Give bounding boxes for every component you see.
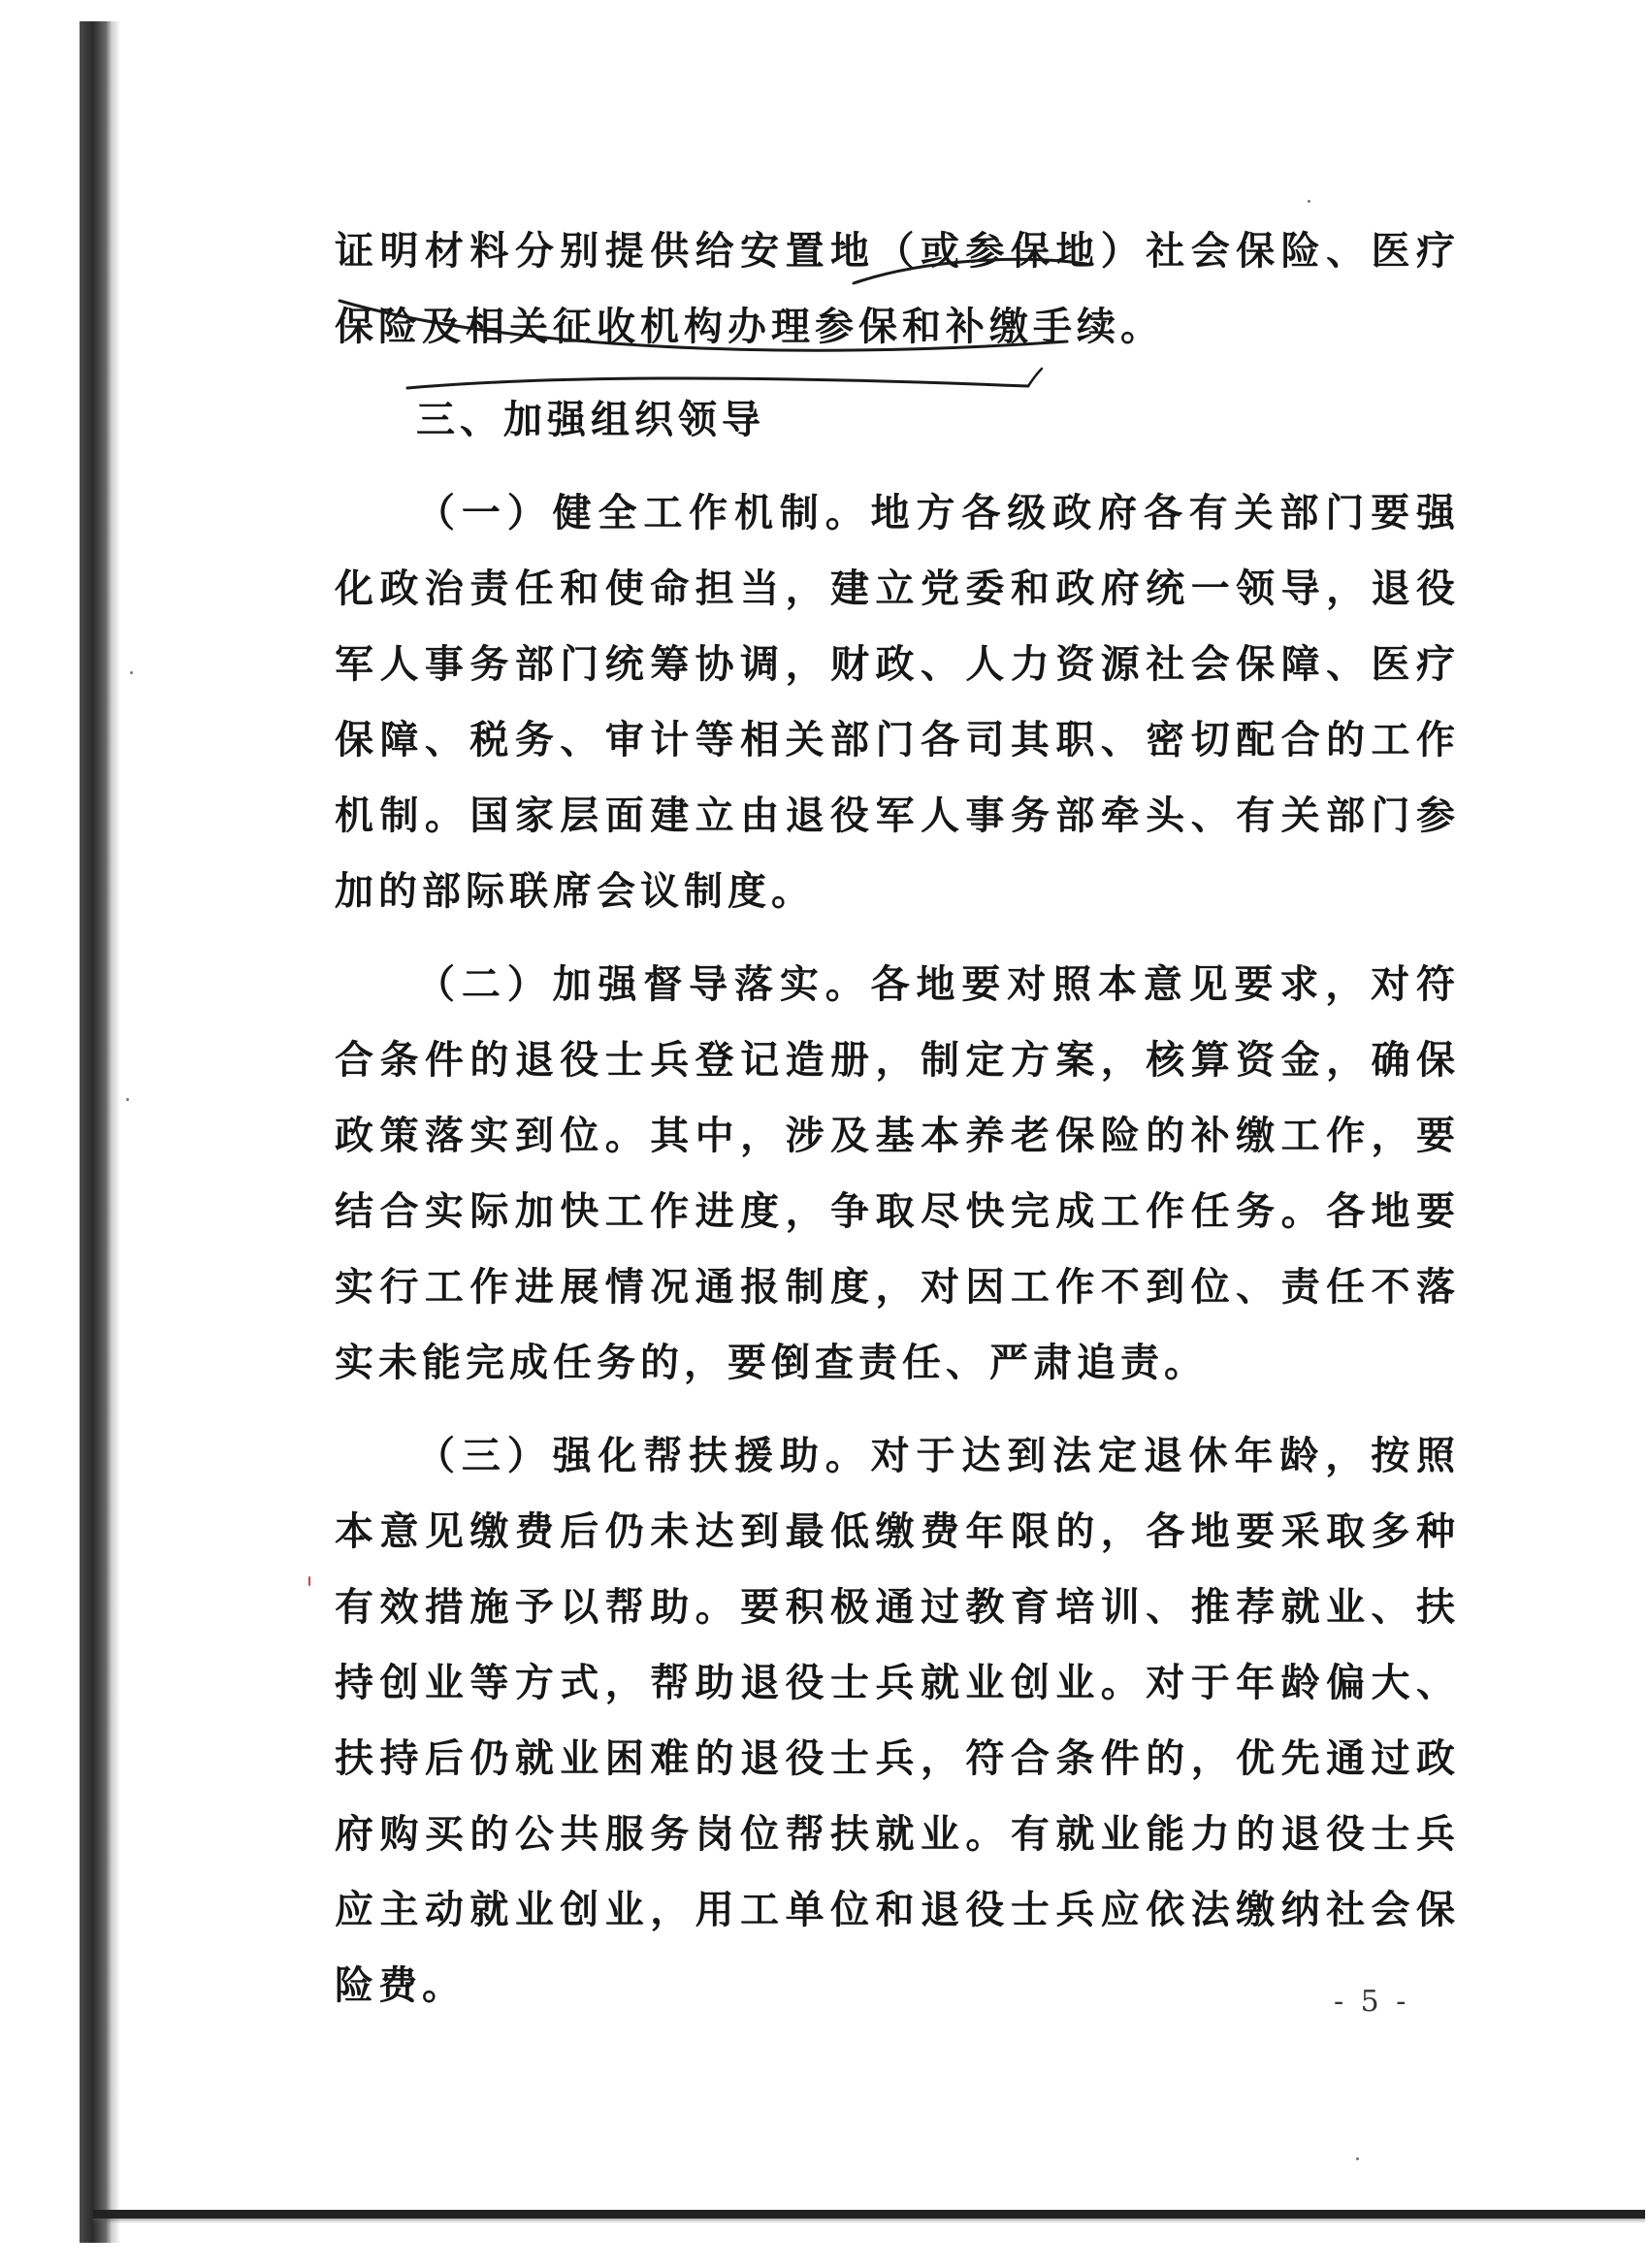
scan-left-edge (80, 21, 113, 2243)
paragraph-continuation: 证明材料分别提供给安置地（或参保地）社会保险、医疗保险及相关征收机构办理参保和补缴手续。 (335, 228, 1460, 349)
scan-speck (130, 671, 133, 674)
page-number: - 5 - (1334, 1985, 1410, 2019)
scan-speck (308, 1576, 310, 1586)
scan-speck (1356, 2157, 1359, 2160)
document-body (335, 213, 1460, 2041)
paragraph-subsection-1: （一）健全工作机制。地方各级政府各有关部门要强化政治责任和使命担当，建立党委和政府统一领导，退役军人事务部门统筹协调，财政、人力资源社会保障、医疗保障、税务、审计等相关部门各司其职、密切配合的工作机制。国家层面建立由退役军人事务部牵头、有关部门参加的部际联席会议制度。 (335, 490, 1460, 914)
scan-left-edge-shadow (113, 21, 120, 2243)
scan-bottom-edge-shadow (93, 2219, 1645, 2223)
scan-bottom-edge (93, 2210, 1645, 2219)
section-heading-3: 三、加强组织领导 (416, 398, 765, 442)
scan-speck (126, 1098, 129, 1101)
scan-speck (1308, 200, 1310, 203)
paragraph-subsection-2: （二）加强督导落实。各地要对照本意见要求，对符合条件的退役士兵登记造册，制定方案，核算资金，确保政策落实到位。其中，涉及基本养老保险的补缴工作，要结合实际加快工作进度，争取尽快完成工作任务。各地要实行工作进展情况通报制度，对因工作不到位、责任不落实未能完成任务的，要倒查责任、严肃追责。 (335, 961, 1460, 1385)
paragraph-subsection-3: （三）强化帮扶援助。对于达到法定退休年龄，按照本意见缴费后仍未达到最低缴费年限的，各地要采取多种有效措施予以帮助。要积极通过教育培训、推荐就业、扶持创业等方式，帮助退役士兵就业创业。对于年龄偏大、扶持后仍就业困难的退役士兵，符合条件的，优先通过政府购买的公共服务岗位帮扶就业。有就业能力的退役士兵应主动就业创业，用工单位和退役士兵应依法缴纳社会保险费。 (335, 1433, 1460, 2008)
